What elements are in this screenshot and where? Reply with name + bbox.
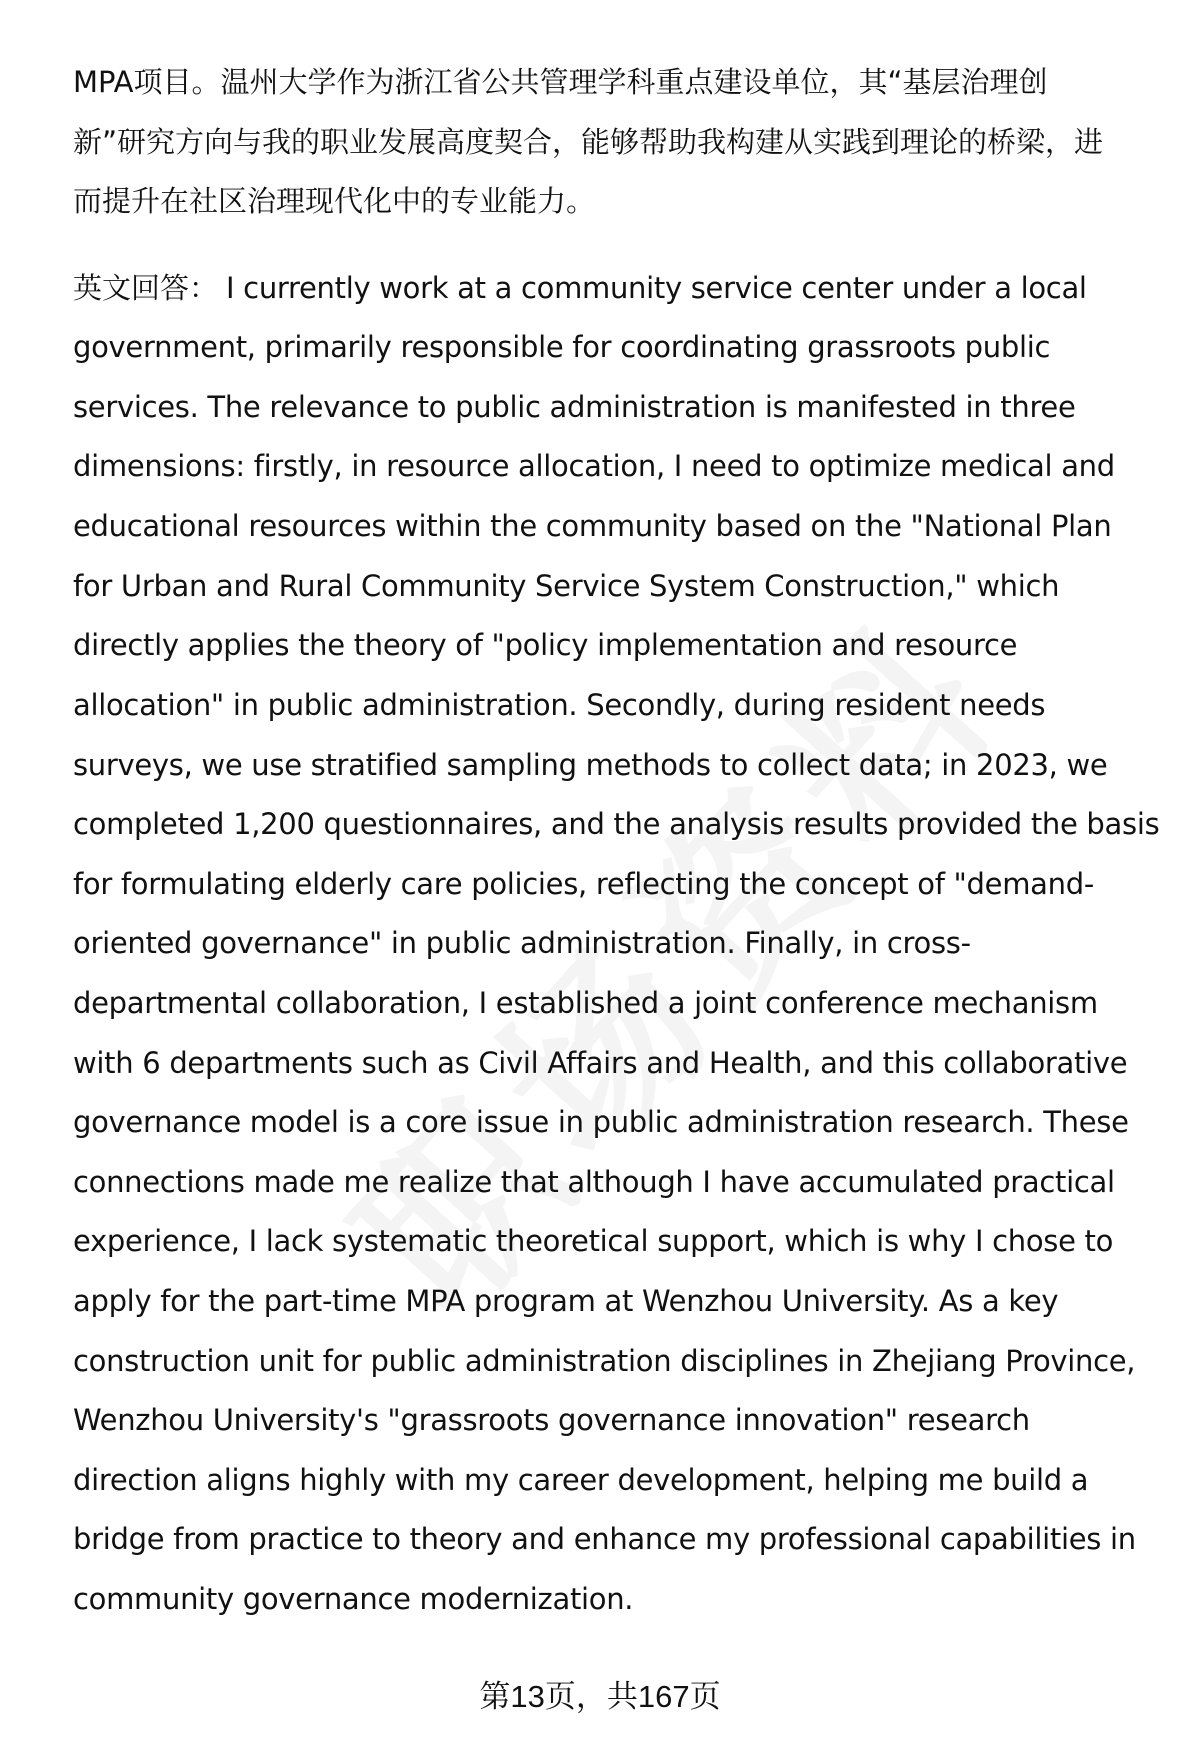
english-line-first — [73, 268, 1087, 308]
english-line: direction aligns highly with my career development, helping me build a — [73, 1463, 1089, 1497]
english-line: for Urban and Rural Community Service System Construction," which — [73, 569, 1060, 603]
english-line: community governance modernization. — [73, 1582, 634, 1616]
english-answer-label: 英文回答： — [73, 271, 219, 305]
english-line: I currently work at a community service center under a local — [226, 271, 1087, 305]
english-line: apply for the part-time MPA program at Wenzhou University. As a key — [73, 1284, 1059, 1318]
chinese-line: 新”研究方向与我的职业发展高度契合，能够帮助我构建从实践到理论的桥梁，进 — [73, 125, 1104, 159]
english-line: dimensions: firstly, in resource allocation, I need to optimize medical and — [73, 449, 1115, 483]
page-indicator: 第13页，共167页 — [479, 1679, 721, 1714]
english-line: services. The relevance to public administration is manifested in three — [73, 390, 1076, 424]
english-line: for formulating elderly care policies, reflecting the concept of "demand- — [73, 867, 1094, 901]
chinese-line: MPA项目。温州大学作为浙江省公共管理学科重点建设单位，其“基层治理创 — [73, 65, 1048, 99]
english-line: construction unit for public administration disciplines in Zhejiang Province, — [73, 1344, 1136, 1378]
english-line: Wenzhou University's "grassroots governance innovation" research — [73, 1403, 1030, 1437]
english-line: with 6 departments such as Civil Affairs and Health, and this collaborative — [73, 1046, 1128, 1080]
english-line: experience, I lack systematic theoretical support, which is why I chose to — [73, 1224, 1114, 1258]
english-line: bridge from practice to theory and enhance my professional capabilities in — [73, 1522, 1136, 1556]
english-line: departmental collaboration, I established a joint conference mechanism — [73, 986, 1098, 1020]
chinese-line: 而提升在社区治理现代化中的专业能力。 — [73, 184, 596, 218]
english-line: completed 1,200 questionnaires, and the analysis results provided the basis — [73, 807, 1160, 841]
english-line: oriented governance" in public administration. Finally, in cross- — [73, 926, 971, 960]
english-line: allocation" in public administration. Secondly, during resident needs — [73, 688, 1046, 722]
english-line: government, primarily responsible for coordinating grassroots public — [73, 330, 1051, 364]
english-line: directly applies the theory of "policy implementation and resource — [73, 628, 1018, 662]
english-line: surveys, we use stratified sampling methods to collect data; in 2023, we — [73, 748, 1108, 782]
english-line: connections made me realize that although I have accumulated practical — [73, 1165, 1115, 1199]
english-line: governance model is a core issue in public administration research. These — [73, 1105, 1129, 1139]
english-line: educational resources within the community based on the "National Plan — [73, 509, 1112, 543]
